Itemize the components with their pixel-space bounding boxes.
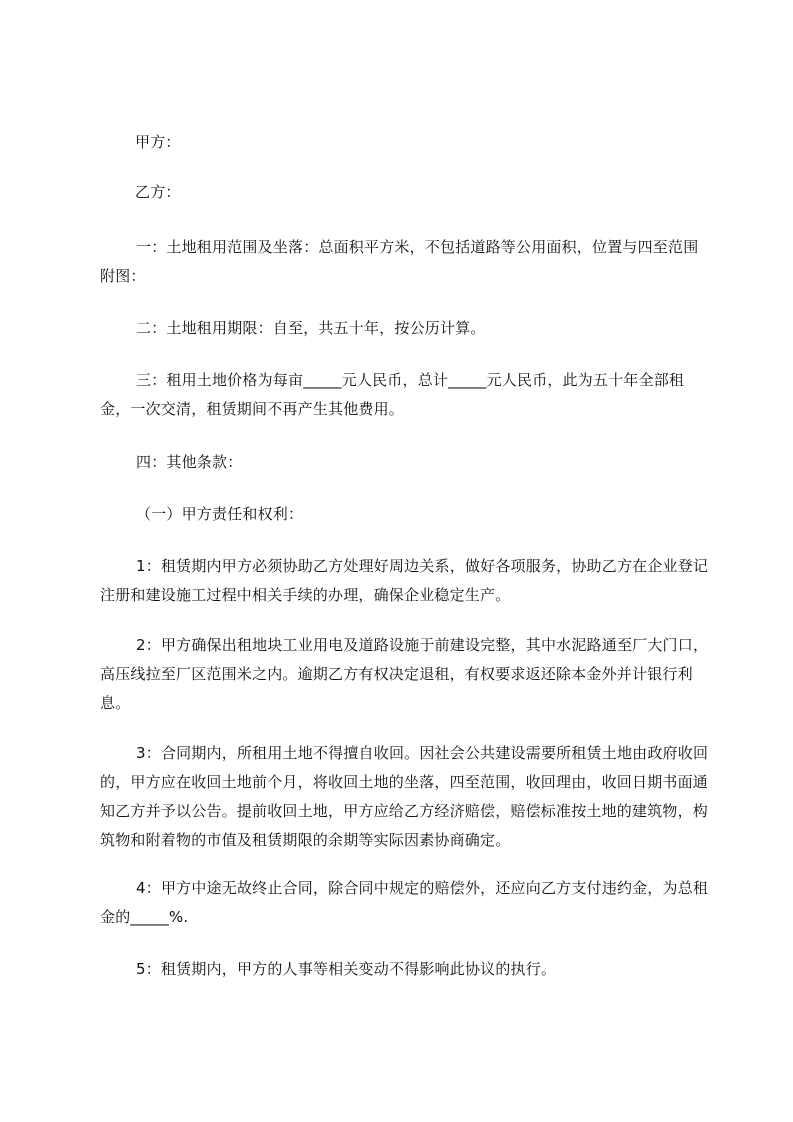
item-5-personnel-changes: 5：租赁期内，甲方的人事等相关变动不得影响此协议的执行。 [136, 960, 557, 978]
item-4-penalty: 4：甲方中途无故终止合同，除合同中规定的赔偿外，还应向乙方支付违约金，为总租金的_____%. [100, 879, 709, 926]
item-3-land-recovery: 3：合同期内，所租用土地不得擅自收回。因社会公共建设需要所租赁土地由政府收回的，甲方应在收回土地前个月，将收回土地的坐落，四至范围，收回理由，收回日期书面通知乙方并予以公告。提前收回土地，甲方应给乙方经济赔偿，赔偿标准按土地的建筑物，构筑物和附着物的市值及租赁期限的余期等实际因素协商确定。 [100, 744, 709, 849]
item-2-infrastructure: 2：甲方确保出租地块工业用电及道路设施于前建设完整，其中水泥路通至厂大门口，高压线拉至厂区范围米之内。逾期乙方有权决定退租，有权要求返还除本金外并计银行利息。 [100, 636, 709, 712]
party-b-line: 乙方： [135, 183, 181, 201]
item-1-assistance: 1：租赁期内甲方必须协助乙方处理好周边关系，做好各项服务，协助乙方在企业登记注册和建设施工过程中相关手续的办理，确保企业稳定生产。 [100, 557, 709, 604]
section-a-party-a-rights: （一）甲方责任和权利： [136, 505, 304, 523]
party-a-line: 甲方： [135, 133, 181, 151]
clause-1-land-scope: 一：土地租用范围及坐落：总面积平方米，不包括道路等公用面积，位置与四至范围附图： [100, 238, 699, 285]
clause-3-land-price: 三：租用土地价格为每亩_____元人民币，总计_____元人民币，此为五十年全部租金，一次交清，租赁期间不再产生其他费用。 [100, 371, 685, 418]
clause-2-lease-term: 二：土地租用期限：自至，共五十年，按公历计算。 [136, 319, 486, 337]
clause-4-other-terms: 四：其他条款： [136, 453, 243, 471]
